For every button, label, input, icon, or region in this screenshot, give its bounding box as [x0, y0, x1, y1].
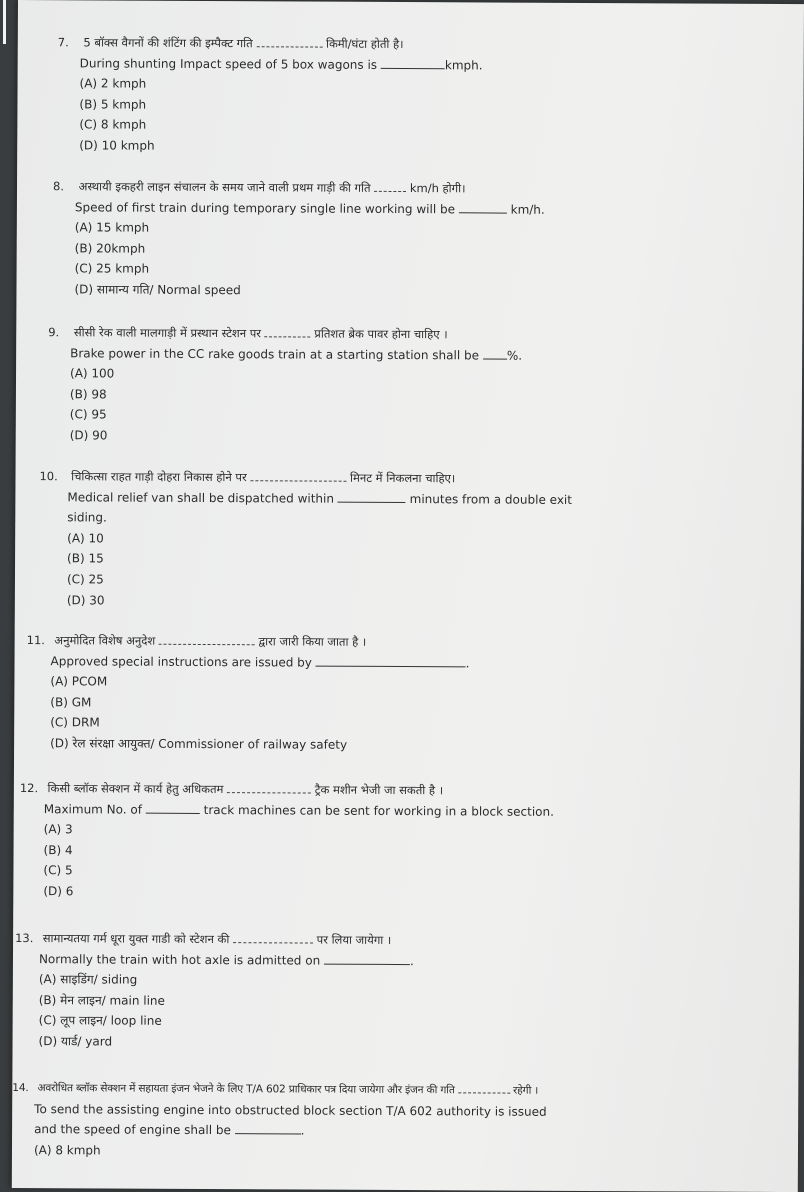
question-english-text: and the speed of engine shall be — [34, 1122, 231, 1138]
question-english-text: . — [409, 953, 414, 968]
question-hindi-text: ट्रैक मशीन भेजी जा सकती है । — [314, 782, 444, 798]
question-hindi-text: द्वारा जारी किया जाता है । — [258, 634, 367, 649]
question-hindi-text: सामान्यतया गर्म धूरा युक्त गाडी को स्टेशन की — [42, 931, 230, 947]
option: (B) 98 — [69, 387, 107, 402]
question-english-text: %. — [506, 348, 523, 363]
option: (A) साइडिंग/ siding — [38, 972, 138, 987]
answer-blank — [374, 183, 406, 192]
question-hindi-text: 5 बॉक्स वैगनों की शंटिंग की इम्पैक्ट गति — [83, 35, 253, 51]
question-8 — [52, 176, 544, 302]
option: (D) सामान्य गति/ Normal speed — [74, 282, 241, 298]
answer-blank — [233, 934, 313, 943]
question-hindi-text: अवरोधित ब्लॉक सेक्शन में सहायता इंजन भेजने के लिए T/A 602 प्राधिकार पत्र दिया जायेगा और इंजन की गति — [37, 1082, 455, 1097]
question-english-text: During shunting Impact speed of 5 box wagons is — [79, 55, 378, 72]
question-english-text: minutes from a double exit — [409, 491, 573, 507]
question-english-text: kmph. — [444, 57, 483, 73]
question-english-text: To send the assisting engine into obstructed block section T/A 602 authority is issued — [34, 1101, 547, 1119]
answer-blank — [324, 953, 410, 964]
option: (A) 2 kmph — [79, 76, 147, 91]
question-14 — [12, 1078, 547, 1163]
question-number: 11. — [26, 633, 45, 648]
option: (B) 15 — [67, 551, 104, 566]
option: (A) 8 kmph — [33, 1142, 101, 1158]
scan-edge-mark — [3, 0, 6, 44]
question-number: 7. — [57, 35, 69, 50]
question-number: 12. — [19, 781, 39, 796]
option: (A) 100 — [70, 366, 115, 381]
question-hindi-text: अनुमोदित विशेष अनुदेश — [54, 633, 156, 648]
answer-blank — [227, 784, 311, 793]
question-english-text: km/h. — [510, 202, 545, 217]
option: (D) 30 — [66, 592, 105, 608]
option: (D) 6 — [43, 884, 74, 899]
option: (C) 25 — [66, 572, 104, 587]
question-english-text: . — [465, 655, 470, 670]
answer-blank — [316, 655, 466, 667]
question-english-text: siding. — [67, 510, 107, 525]
option: (D) रेल संरक्षा आयुक्त/ Commissioner of railway safety — [50, 736, 348, 752]
answer-blank — [381, 57, 445, 68]
option: (C) DRM — [50, 715, 100, 730]
option: (C) 95 — [69, 407, 107, 422]
question-hindi-text: किमी/घंटा होती है। — [325, 36, 404, 52]
answer-blank — [256, 38, 322, 47]
answer-blank — [459, 202, 507, 213]
option: (A) 15 kmph — [74, 220, 150, 235]
question-hindi-text: km/h होगी। — [409, 181, 466, 196]
question-12 — [19, 778, 554, 904]
question-11 — [26, 630, 470, 756]
option: (B) 20kmph — [74, 241, 146, 256]
question-english-text: Medical relief van shall be dispatched within — [67, 489, 335, 506]
option: (D) यार्ड/ yard — [38, 1034, 113, 1049]
question-english-text: track machines can be sent for working in a block section. — [203, 802, 554, 819]
question-9 — [48, 322, 523, 448]
option: (C) 5 — [43, 863, 73, 878]
question-english-text: Speed of first train during temporary single line working will be — [74, 199, 456, 216]
question-number: 10. — [39, 469, 58, 484]
question-hindi-text: अस्थायी इकहरी लाइन संचालन के समय जाने वाली प्रथम गाड़ी की गति — [78, 179, 371, 195]
question-hindi-text: पर लिया जायेगा । — [316, 932, 392, 947]
option: (C) 8 kmph — [79, 117, 147, 133]
answer-blank — [483, 348, 507, 359]
option: (B) 5 kmph — [79, 97, 147, 112]
option: (D) 10 kmph — [79, 138, 155, 153]
question-hindi-text: सीसी रेक वाली मालगाड़ी में प्रस्थान स्टेशन पर — [73, 325, 262, 341]
question-number: 9. — [48, 325, 60, 340]
answer-blank — [458, 1084, 510, 1093]
question-7 — [57, 32, 483, 158]
question-number: 14. — [12, 1081, 29, 1095]
answer-blank — [338, 491, 406, 502]
option: (A) 10 — [67, 531, 104, 546]
question-number: 8. — [52, 179, 65, 194]
option: (B) मेन लाइन/ main line — [38, 992, 165, 1008]
option: (C) 25 kmph — [74, 261, 150, 277]
question-10 — [39, 466, 572, 613]
option: (C) लूप लाइन/ loop line — [38, 1013, 162, 1029]
question-english-text: Brake power in the CC rake goods train at a starting station shall be — [70, 345, 480, 363]
question-hindi-text: प्रतिशत ब्रेक पावर होना चाहिए । — [314, 326, 448, 342]
question-hindi-text: रहेगी । — [513, 1084, 539, 1097]
option: (D) 90 — [69, 428, 108, 443]
question-paper-sheet — [12, 0, 804, 1192]
question-hindi-text: किसी ब्लॉक सेक्शन में कार्य हेतु अधिकतम — [47, 781, 224, 797]
option: (B) GM — [50, 694, 92, 710]
answer-blank — [250, 472, 346, 482]
question-english-text: . — [300, 1123, 305, 1138]
answer-blank — [235, 1123, 301, 1134]
question-english-text: Maximum No. of — [43, 801, 143, 817]
answer-blank — [159, 636, 255, 646]
answer-blank — [146, 802, 200, 813]
option: (A) 3 — [43, 822, 73, 837]
question-english-text: Normally the train with hot axle is admitted on — [38, 951, 321, 968]
answer-blank — [265, 328, 311, 337]
question-number: 13. — [15, 930, 34, 946]
question-13 — [14, 928, 414, 1054]
question-english-text: Approved special instructions are issued by — [50, 653, 312, 670]
question-hindi-text: चिकित्सा राहत गाड़ी दोहरा निकास होने पर — [71, 469, 247, 485]
option: (B) 4 — [43, 842, 73, 858]
question-hindi-text: मिनट में निकलना चाहिए। — [349, 470, 456, 486]
option: (A) PCOM — [50, 674, 108, 689]
